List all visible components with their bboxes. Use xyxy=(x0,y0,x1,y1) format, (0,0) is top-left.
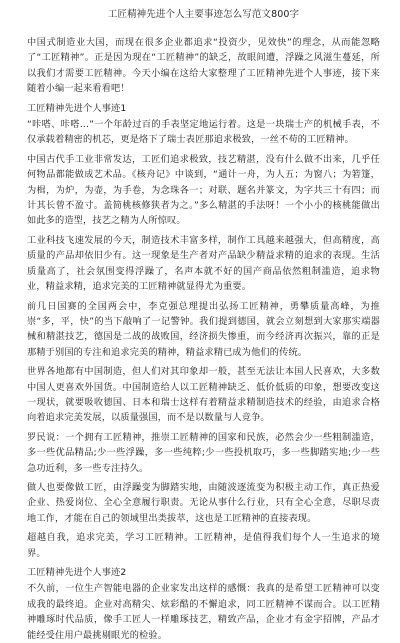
section-heading: 工匠精神先进个人事迹1 xyxy=(27,102,127,114)
paragraph: 不久前，一位生产智能电器的企业家发出这样的感慨：我真的是希望工匠精神可以变成我的最终追。企业对高精尖、炫彩酷的不懈追求，同工匠精神不谋而合。以工匠精神雕琢时代品质，像手工匠人一样雕琢技艺，精致产品，企业才有金字招牌，产品才能经受住用户最挑剔眼光的检验。 xyxy=(27,583,380,641)
paragraph: 做人也要像做工匠，由浮躁变为脚踏实地，由随波逐流变为积极主动工作，真正热爱企业、热爱岗位、全心全意履行职责。无论从事什么行业，只有全心全意，尽职尽责地工作，才能在自己的领域里出类拔萃，这也是工匠精神的直接表现。 xyxy=(27,481,380,524)
paragraph: 世界各地都有中国制造，但人们对其印象却一般，甚至无法让本国人民喜欢，大多数中国人更喜欢外国货。中国制造给人以工匠精神缺乏、低价低质的印象，想要改变这一现状，就要吸收德国、日本和瑞士这样有着精益求精制造技术的经验，由追求合格向着追求完美发展，以质量强国，而不是以数量与人竞争。 xyxy=(27,366,380,424)
section-heading: 工匠精神先进个人事迹2 xyxy=(27,567,127,578)
intro-paragraph: 中国式制造业大国，而现在很多企业都追求“投资少，见效快”的理念，从而能忽略了“工匠精神”。正是因为现在“工匠精神”的缺乏，故眼间遭，浮躁之风滋生蔓延，所以我们才需要工匠精神。今天小编在这给大家整理了工匠精神先进个人事迹，接下来随着小编一起来看看吧！ xyxy=(27,37,380,95)
document-title: 工匠精神先进个人主要事迹怎么写范文800字 xyxy=(107,9,300,20)
paragraph: 中国古代手工业非常发达，工匠们追求极致，技艺精湛，没有什么做不出来，几乎任何物品都能做成艺术品。《核舟记》中谈到，“通计一舟，为人五；为窗八；为箬篷，为楫，为炉，为壶，为手卷，为念珠各一；对联、题名并篆文，为字共三十有四；而计其长曾不盈寸。盖简桃核修狭者为之。”多么精湛的手法呀！一个小小的核桃能做出如此多的造型，技艺之精为人所惊叹。 xyxy=(27,153,380,227)
paragraph: 超越自我，追求完美，学习工匠精神。工匠精神，是值得我们每个人一生追求的境界。 xyxy=(27,532,380,559)
paragraph: 前几日国赛的全国两会中，李克强总理提出弘扬工匠精神，勇攀质量高峰，为推崇“多，平，快”的当下敲响了一记警钟。我们提到德国，就会立刻想到大家那实端器械和精湛技艺，德国是二战的战败国，经济损失惨重，而今经济再次振兴，靠的正是那精于别国的专注和追求完美的精神，精益求精已成为他们的传统。 xyxy=(27,300,380,358)
paragraph: “咔嗒、咔嗒…”一个年龄过百的手表坚定地运行着。这是一块瑞士产的机械手表，不仅承载着精密的机芯，更是烙下了瑞士表匠那追求极致，一丝不苟的工匠精神。 xyxy=(27,119,380,146)
paragraph: 工业科技飞速发展的今天，制造技术丰富多样，制作工具越来越强大，但高精度，高质量的产品却依旧少有。这一现象是生产者对产品缺少精益求精的追求的表现。生活质量高了，社会氛围变得浮躁了，名声本就不好的国产商品依然粗制滥造，追求物业，精益求精，追求完美的工匠精神就显得尤为重要。 xyxy=(27,234,380,293)
paragraph: 罗民说：一个拥有工匠精神，推崇工匠精神的国家和民族，必然会少一些粗制滥造，多一些优品精品;少一些浮躁，多一些纯粹;少一些投机取巧，多一些脚踏实地;少一些急功近利，多一些专注持久。 xyxy=(27,431,380,474)
